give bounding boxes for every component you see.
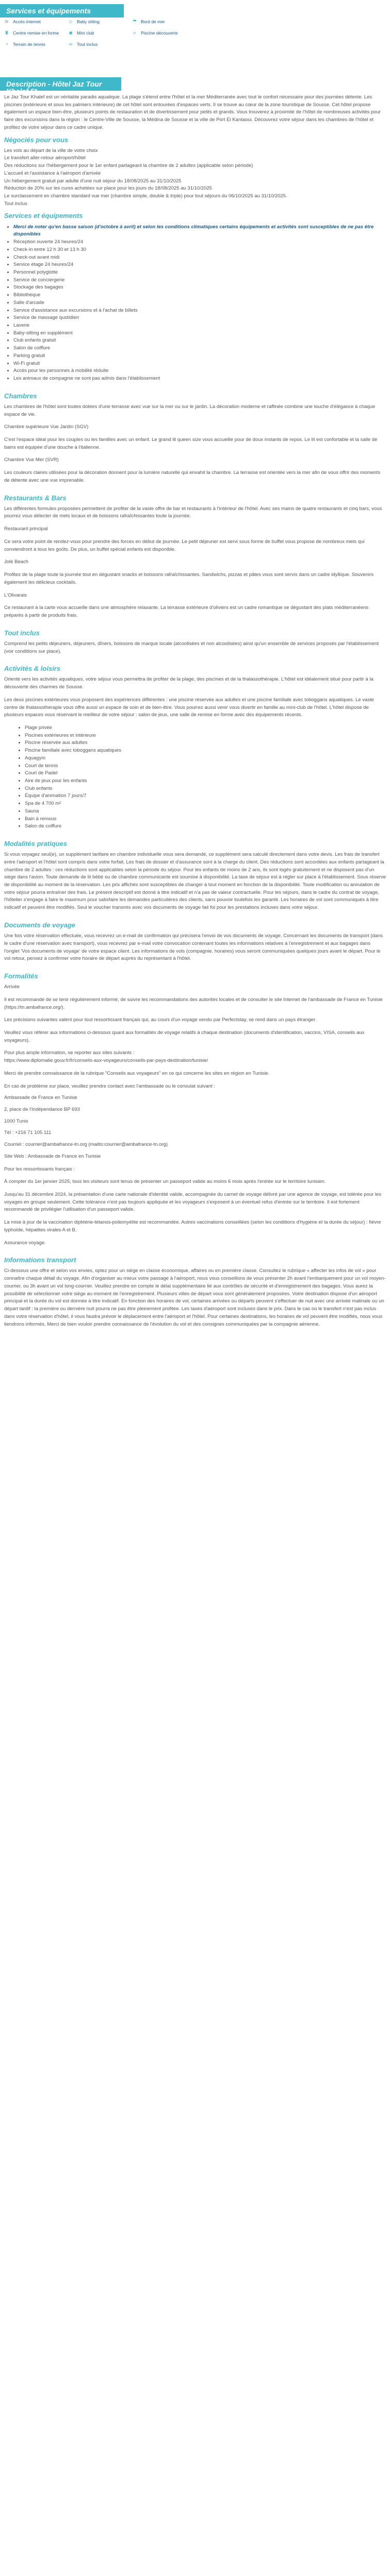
- service-list-item: • Parking gratuit: [13, 352, 387, 360]
- service-item: [67, 19, 125, 26]
- service-list-item: • Personnel polyglotte: [13, 269, 387, 277]
- transport-text: Ci-dessous une offre et selon vos envies, optez pour un siège en classe économique, affaires ou en première classe. Consultez le rubrique « affecter les infos de vol » pour connaître chaque détail du voyage. Afin d'organiser au mieux votre passage à l'aéroport, nous vous conseillons de vous présenter 2h avant l'embarquement pour un vol moyen-courrier, ou 3h avant un vol long-courrier. Veuillez prendre en compte le délai supplémentaire lié aux contrôles de sécurité et d'enregistrement des bagages. Vous aurez la possibilité de sélectionner votre siège au moment de l'enregistrement. Plusieurs villes de départ vous sont généralement proposées. Votre destination dispose d'un aéroport principal et la durée du vol est donnée à titre indicatif. En fonction des horaires de vol, certaines arrivées ou départs peuvent s'effectuer de nuit avec une arrivée matinale ou un départ tardif : la première ou dernière nuit pourra ne pas être pleinement profitée. Les taxes d'aéroport sont incluses dans le prix. Dans le cas où le transfert n'est pas inclus dans votre réservation d'hôtel, il vous faudra prévoir le déplacement entre l'aéroport et l'hôtel. Pour certaines destinations, les horaires de vol peuvent être modifiés, nous vous tiendrons informés. Merci de bien vouloir prendre connaissance de l'évolution du vol et des consignes communiquées par la compagnie aérienne.: [4, 1268, 386, 1327]
- formalities-arrival: Arrivée: [4, 984, 20, 990]
- service-item: [67, 30, 125, 37]
- service-label: Accès internet: [13, 19, 41, 25]
- service-label: Mini club: [77, 30, 94, 36]
- service-list-item: • Wi-Fi gratuit: [13, 360, 387, 368]
- address-line: Courriel : courrier@ambafrance-tn.org (mailto:courrier@ambafrance-tn.org): [4, 1142, 168, 1148]
- address-line: Tél : +216 71 105 111: [4, 1130, 52, 1136]
- service-label: Terrain de tennis: [13, 42, 45, 47]
- restaurants-text: Les différentes formules proposées permettent de profiter de la vaste offre de bar et restaurants à l'intérieur de l'hôtel. Avec ses mains de quatre restaurants et cinq bars, vous pourrez vous délecter de mets locaux et de boissons rafraîchissantes toute la journée.: [4, 505, 382, 519]
- room-garden-title: Chambre supérieure Vue Jardin (SGV): [4, 424, 89, 430]
- restaurant-main-text: Ce sera votre point de rendez-vous pour prendre des forces en début de journée. Le petit déjeuner est servi sous forme de buffet vous propose de nombreux mets qui conviendront à tous les goûts. De plus, un buffet spécial enfants est disponible.: [4, 538, 365, 552]
- services-list: [4, 224, 387, 383]
- service-label: Bord de mer: [141, 19, 165, 25]
- activity-item: • Spa de 4 700 m²: [25, 800, 387, 808]
- service-list-item: • Stockage des bagages: [13, 284, 387, 292]
- service-item: [3, 30, 61, 37]
- address-line: Ambassade de France en Tunisie: [4, 1095, 77, 1101]
- rooms-text: Les chambres de l'hôtel sont toutes dotées d'une terrasse avec vue sur la mer ou sur le jardin. La décoration moderne et raffinée combine une touche d'élégance à chaque espace de vie.: [4, 403, 376, 417]
- activity-item: • Aquagym: [25, 755, 387, 762]
- restaurants-title: Restaurants & Bars: [4, 494, 67, 502]
- service-item: [131, 30, 189, 37]
- beach-icon: ☂: [132, 19, 137, 25]
- service-list-item: • Baby-sitting en supplément: [13, 330, 387, 337]
- practical-title: Modalités pratiques: [4, 840, 68, 848]
- service-label: Tout inclus: [77, 42, 98, 47]
- club-icon: ☻: [68, 30, 74, 37]
- travel-docs-title: Documents de voyage: [4, 921, 75, 929]
- services-grid: [0, 18, 206, 48]
- rooms-title: Chambres: [4, 392, 37, 400]
- activity-item: • Piscine réservée aux adultes: [25, 739, 387, 747]
- service-label: Centre remise en forme: [13, 30, 59, 36]
- intro-text: Le Jaz Tour Khalef est un véritable paradis aquatique. La plage s'étend entre l'hôtel et la mer Méditerranée avec tout le confort nécessaire pour des journées détente. Les piscines (extérieure et sous les palmiers intérieure) de cet hôtel sont entourées d'espaces verts. Il se trouve au cœur de la zone touristique de Sousse. Cet hôtel propose également un espace bien-être, plusieurs points de restauration et de divertissement pour petits et grands. Vous trouverez à proximité de l'hôtel de nombreuses activités pour faire des excursions dans la région : le Centre-Ville de Sousse, la Médina de Sousse et la ville de Port El Kantaoui. Découvrez votre séjour dans les chambres de l'hôtel et profitez de votre séjour dans ce cadre unique.: [4, 94, 381, 130]
- service-list-item: • Check-out avant midi: [13, 254, 387, 262]
- address-line: 1000 Tunis: [4, 1118, 28, 1124]
- activities-title: Activités & loisirs: [4, 665, 61, 673]
- negotiated-line: Le transfert aller-retour aéroport/hôtel: [4, 155, 86, 161]
- baby-icon: ☺: [68, 19, 74, 25]
- activity-item: • Salon de coiffure: [25, 823, 387, 831]
- negotiated-title: Négociés pour vous: [4, 135, 69, 144]
- service-list-item: • Laverie: [13, 322, 387, 330]
- formalities-text-3: Veuillez vous référer aux informations ci-dessous quant aux formalités de voyage relatifs à chaque destination (documents d'identification, vaccins, VISA, conseils aux voyageurs).: [4, 1029, 365, 1043]
- service-label: Piscine découverte: [141, 30, 178, 36]
- wifi-icon: ≋: [4, 19, 9, 25]
- service-list-item: • Salon de coiffure: [13, 345, 387, 352]
- service-list-item: • Service de massage quotidien: [13, 314, 387, 322]
- formalities-text-9: À compter du 1er janvier 2025, tous les visiteurs sont tenus de présenter un passeport valide au moins 6 mois après l'entrée sur le territoire tunisien.: [4, 1179, 326, 1185]
- activity-item: • Bain à remous: [25, 816, 387, 823]
- restaurant-olive-text: Ce restaurant à la carte vous accueille dans une atmosphère relaxante. La terrasse extérieure d'oliviers est un cadre romantique se dégustant des plats méditerranéens préparés à partir de produits frais.: [4, 605, 369, 618]
- service-list-item: • Réception ouverte 24 heures/24: [13, 239, 387, 246]
- room-garden-text: C'est l'espace idéal pour les couples ou les familles avec un enfant. Le grand lit queen size vous accueille pour de doux instants de repos. Le lit est confortable et la salle de bains est équipée d'une douche à l'italienne.: [4, 437, 378, 450]
- formalities-link[interactable]: https://www.diplomatie.gouv.fr/fr/conseils-aux-voyageurs/conseils-par-pays-destination/tunisie/: [4, 1058, 208, 1064]
- all-inclusive-icon: ∞: [69, 42, 73, 48]
- activity-item: • Équipe d'animation 7 jours/7: [25, 792, 387, 800]
- embassy-address: [4, 1094, 387, 1160]
- activities-list: [15, 724, 387, 831]
- service-list-item: • Bibliothèque: [13, 292, 387, 299]
- all-inclusive-text: Comprend les petits déjeuners, déjeuners, dîners, boissons de marque locale (alcoolisées et non alcoolisées) ainsi qu'un ensemble de services proposés par l'établissement (voir conditions sur place).: [4, 640, 379, 654]
- services-banner: Services et équipements: [0, 4, 124, 18]
- activities-text-1: Orienté vers les activités aquatiques, votre séjour vous permettra de profiter de la plage, des piscines et de la thalassothérapie. L'hôtel est idéalement situé pour partir à la découverte des charmes de Sousse.: [4, 676, 373, 690]
- activity-item: • Piscine familiale avec toboggans aquatiques: [25, 747, 387, 755]
- travel-docs-text: Une fois votre réservation effectuée, vous recevrez un e-mail de confirmation qui précisera l'envoi de vos documents de voyage. Concernant les documents de transport (dans le cadre d'une réservation avec transport), vous recevrez par e-mail votre convocation contenant toutes les informations relatives à l'enregistrement et aux bagages dans l'onglet 'Vos documents de voyage' de votre espace client. Les informations de vols (compagnie, horaires) vous seront communiquées quelques jours avant le départ. Pour le vol retour, pensez à confirmer votre horaire de départ auprès du représentant à l'hôtel.: [4, 933, 383, 962]
- formalities-text-8: Pour les ressortissants français :: [4, 1166, 75, 1172]
- address-line: 2, place de l'Indépendance BP 693: [4, 1106, 80, 1112]
- service-label: Baby sitting: [77, 19, 100, 25]
- negotiated-line: Réduction de 20% sur les cures achetées sur place pour les jours du 18/08/2025 au 31/10/2025: [4, 185, 212, 192]
- service-list-item: • Check-in entre 12 h 30 et 13 h 30: [13, 246, 387, 254]
- practical-text: Si vous voyagez seul(e), un supplément tarifaire en chambre individuelle vous sera demandé, ce supplément sera calculé directement dans votre devis. Les frais de transfert entre l'aéroport et l'hôtel sont compris dans votre forfait. Les frais de dossier et d'assurance sont à la charge du client. Des réductions sont accordées aux enfants partageant la chambre de 2 adultes : ces réductions sont applicables selon la période du séjour. Pour les enfants de moins de 2 ans, ils sont logés gratuitement et ne disposent pas d'un siège dans l'avion. Toute demande de lit bébé ou de chambre communicante est soumise à disponibilité. La taxe de séjour est à régler sur place à l'établissement. Sous réserve de disponibilité au moment de la réservation. Les prix affichés sont susceptibles de changer à tout moment en fonction de la disponibilité. Toute modification ou annulation de votre séjour pourra entraîner des frais. Le présent descriptif est donné à titre indicatif et n'a pas de valeur contractuelle. Pour les séjours, dans le cadre du contrat de voyage, l'hôtelier s'engage à faire le maximum pour satisfaire les demandes particulières des clients, sans pouvoir toutefois les garantir. Les horaires de vol sont communiqués à titre indicatif et peuvent être modifiés. Seul le voucher transmis avec vos documents de voyage fait foi pour les prestations incluses dans votre séjour.: [4, 852, 386, 911]
- address-line: Site Web : Ambassade de France en Tunisie: [4, 1153, 101, 1159]
- services-section: [0, 4, 206, 48]
- transport-title: Informations transport: [4, 1256, 76, 1264]
- service-list-item: • Club enfants gratuit: [13, 337, 387, 345]
- activity-item: • Club enfants: [25, 785, 387, 793]
- activity-item: • Plage privée: [25, 724, 387, 732]
- activity-item: • Aire de jeux pour les enfants: [25, 777, 387, 785]
- service-list-item: • Les animaux de compagnie ne sont pas admis dans l'établissement: [13, 375, 387, 383]
- activity-item: • Court de Padel: [25, 770, 387, 777]
- formalities-text-10: Jusqu'au 31 décembre 2024, la présentation d'une carte nationale d'identité valide, accompagnée du carnet de voyage délivré par une agence de voyage, est tolérée pour les voyages en groupe seulement. Cette tolérance n'est pas toujours appliquée et les voyageurs s'exposent à un éventuel refus d'entrée sur le territoire. Il est fortement recommandé de privilégier l'utilisation d'un passeport valide.: [4, 1192, 382, 1213]
- negotiated-line: Le surclassement en chambre standard vue mer (chambre simple, double & triple) pour tout séjours du 06/10/2025 au 31/10/2025.: [4, 193, 287, 199]
- negotiated-line: Les vols au départ de la ville de votre choix: [4, 147, 98, 154]
- formalities-text-6: Merci de prendre connaissance de la rubrique "Conseils aux voyageurs" en ce qui concerne les sites en région en Tunisie.: [4, 1070, 270, 1076]
- formalities-text-11: La mise à jour de la vaccination diphtérie-tétanos-poliomyélite est recommandée. Autres vaccinations conseillées (selon les conditions d'hygiène et la durée du séjour) : fièvre typhoïde, hépatites virales A et B.: [4, 1219, 381, 1233]
- negotiated-list: [4, 147, 387, 208]
- negotiated-line: Tout inclus: [4, 200, 27, 207]
- service-item: [3, 41, 61, 48]
- services-list-title: Services et équipements: [4, 212, 83, 220]
- service-item: [3, 19, 61, 26]
- formalities-text-7: En cas de problème sur place, veuillez prendre contact avec l'ambassade ou le consulat suivant :: [4, 1083, 215, 1089]
- room-sea-title: Chambre Vue Mer (SVR): [4, 457, 59, 463]
- negotiated-line: Un hébergement gratuit par adulte d'une nuit séjour du 18/08/2025 au 31/10/2025: [4, 178, 182, 184]
- tennis-icon: ◔: [5, 42, 9, 48]
- formalities-text-12: Assurance voyage.: [4, 1240, 46, 1246]
- service-list-item: • Salle d'arcade: [13, 299, 387, 307]
- service-item: [67, 41, 125, 48]
- activity-item: • Piscines extérieures et intérieure: [25, 732, 387, 740]
- service-item: [131, 19, 189, 26]
- fitness-icon: ♜: [4, 30, 9, 37]
- room-sea-text: Les couleurs claires utilisées pour la décoration donnent pour la lumière naturelle qui envahit la chambre. La terrasse est orientée vers la mer afin de vous offrir des moments de détente avec une vue imprenable.: [4, 470, 381, 483]
- service-list-item: • Service de conciergerie: [13, 277, 387, 284]
- activities-text-2: Les deux piscines extérieures vous proposent des expériences différentes : une piscine réservée aux adultes et une piscine familiale avec toboggans aquatiques. Le vaste centre de thalassothérapie vous offre aussi un espace de soin et de bien-être. Vous pourrez aussi venir vous divertir en famille au mini-club de l'hôtel. L'hôtel dispose de plusieurs espaces vous réservant le meilleur de votre séjour : salon de jeux, une salle de remise en forme avec des équipements récents.: [4, 697, 374, 718]
- restaurant-beach-title: Jolé Beach: [4, 559, 29, 565]
- activity-item: • Sauna: [25, 808, 387, 816]
- description-banner: Description - Hôtel Jaz Tour Khalef 5*: [0, 77, 121, 91]
- service-list-item: • Accès pour les personnes à mobilité réduite: [13, 367, 387, 375]
- formalities-text-1: Il est recommandé de se tenir régulièrement informé, de suivre les recommandations des autorités locales et de consulter le site Internet de l'ambassade de France en Tunisie (https://tn.ambafrance.org/).: [4, 996, 383, 1010]
- formalities-text-4: Pour plus ample information, se reporter aux sites suivants :: [4, 1050, 135, 1056]
- pool-icon: ≈: [133, 30, 136, 37]
- formalities-text-2: Les précisions suivantes valent pour tout ressortissant français qui, au cours d'un voyage vendu par Perfectstay, se rend dans un pays étranger.: [4, 1017, 317, 1023]
- restaurant-beach-text: Profitez de la plage toute la journée tout en dégustant snacks et boissons rafraîchissantes. Sandwichs, pizzas et pâtes vous sont servis dans un cadre idyllique. Souvenirs également les délicieux cocktails.: [4, 572, 374, 585]
- activity-item: • Court de tennis: [25, 762, 387, 770]
- all-inclusive-title: Tout inclus: [4, 629, 40, 637]
- restaurant-main-title: Restaurant principal: [4, 526, 48, 532]
- formalities-title: Formalités: [4, 972, 38, 980]
- services-note: Merci de noter qu'en basse saison (d'octobre à avril) et selon les conditions climatiques certains équipements et activités sont susceptibles de ne pas être disponibles: [13, 224, 374, 238]
- description-body: [0, 94, 391, 1328]
- negotiated-line: L'accueil et l'assistance à l'aéroport d'arrivée: [4, 170, 101, 176]
- restaurant-olive-title: L'Olivarais: [4, 592, 27, 598]
- service-list-item: • Service d'assistance aux excursions et à l'achat de billets: [13, 307, 387, 315]
- negotiated-line: Des réductions sur l'hébergement pour le 1er enfant partageant la chambre de 2 adultes (applicable selon période): [4, 163, 253, 169]
- service-list-item: • Service étage 24 heures/24: [13, 261, 387, 269]
